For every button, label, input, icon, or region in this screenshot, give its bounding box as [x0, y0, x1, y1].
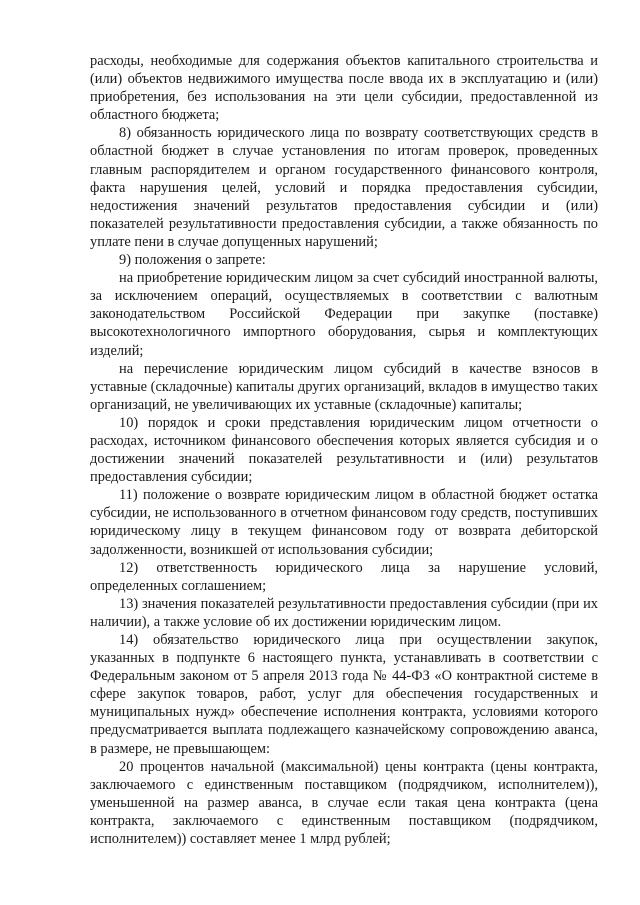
paragraph-continuation: расходы, необходимые для содержания объектов капитального строительства и (или) объектов недвижимого имущества после ввода их в эксплуатацию и (или) приобретения, без использования на эти цели субсидии, предоставленной из областного бюджета; [90, 53, 598, 124]
paragraph-item-13: 13) значения показателей результативности предоставления субсидии (при их наличии), а также условие об их достижении юридическим лицом. [90, 595, 598, 630]
document-page [90, 52, 598, 848]
paragraph-item-10: 10) порядок и сроки представления юридическим лицом отчетности о расходах, источником финансового обеспечения которых является субсидия и о достижении значений показателей результативности и (или) результатов предоставления субсидии; [90, 414, 598, 486]
paragraph-item-9-currency: на приобретение юридическим лицом за счет субсидий иностранной валюты, за исключением операций, осуществляемых в соответствии с валютным законодательством Российской Федерации при закупке (поставке) высокотехнологичного импортного оборудования, сырья и комплектующих изделий; [90, 270, 598, 359]
paragraph-item-14-advance: 20 процентов начальной (максимальной) цены контракта (цены контракта, заключаемого с единственным поставщиком (подрядчиком, исполнителем)), уменьшенной на размер аванса, в случае если такая цена контракта (цена контракта, заключаемого с единственным поставщиком (подрядчиком, исполнителем)) составляет менее 1 млрд рублей; [90, 758, 598, 848]
paragraph-item-8: 8) обязанность юридического лица по возврату соответствующих средств в областной бюджет в случае установления по итогам проверок, проведенных главным распорядителем и органом государственного финансового контроля, факта нарушения целей, условий и порядка предоставления субсидии, недостижения значений результатов предоставления субсидии и (или) показателей результативности предоставления субсидии, а также обязанность по уплате пени в случае допущенных нарушений; [90, 125, 598, 250]
paragraph-item-11: 11) положение о возврате юридическим лицом в областной бюджет остатка субсидии, не использованного в отчетном финансовом году средств, поступивших юридическому лицу в текущем финансовом году от возврата дебиторской задолженности, возникшей от использования субсидии; [90, 487, 598, 558]
paragraph-item-9-capital: на перечисление юридическим лицом субсидий в качестве взносов в уставные (складочные) капиталы других организаций, вкладов в имущество таких организаций, не увеличивающих их уставные (складочные) капиталы; [90, 360, 598, 413]
paragraph-item-9: 9) положения о запрете: [119, 252, 266, 269]
paragraph-item-14: 14) обязательство юридического лица при осуществлении закупок, указанных в подпункте 6 настоящего пункта, устанавливать в соответствии с Федеральным законом от 5 апреля 2013 года № 44-ФЗ «О контрактной системе в сфере закупок товаров, работ, услуг для обеспечения государственных и муниципальных нужд» обеспечение исполнения контракта, условиями которого предусматривается выплата подлежащего казначейскому сопровождению аванса, в размере, не превышающем: [90, 632, 598, 757]
paragraph-item-12: 12) ответственность юридического лица за нарушение условий, определенных соглашением; [90, 559, 598, 594]
